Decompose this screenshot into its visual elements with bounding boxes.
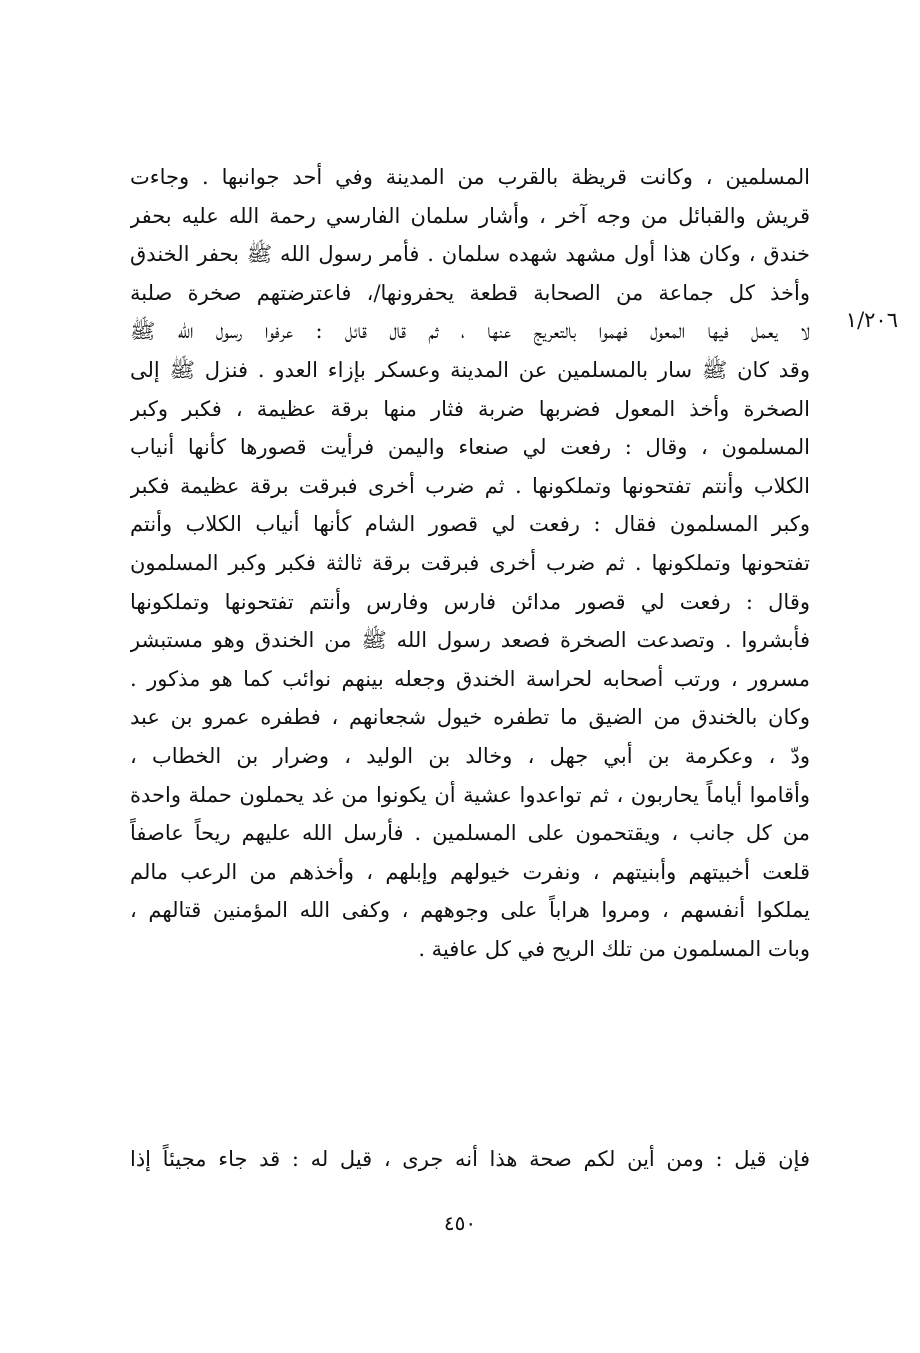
text-line: مسرور ، ورتب أصحابه لحراسة الخندق وجعله بينهم نوائب كما هو مذكور . [130,666,810,691]
text-line: وبات المسلمون من تلك الريح في كل عافية . [418,936,810,961]
text-line: من كل جانب ، ويقتحمون على المسلمين . فأرسل الله عليهم ريحاً عاصفاً [130,821,810,846]
text-line: قلعت أخبيتهم وأبنيتهم ، ونفرت خيولهم وإبلهم ، وأخذهم من الرعب مالم [130,859,810,884]
text-line: الكلاب وأنتم تفتحونها وتملكونها . ثم ضرب أخرى فبرقت برقة عظيمة فكبر [130,473,810,498]
text-line: تفتحونها وتملكونها . ثم ضرب أخرى فبرقت برقة ثالثة فكبر وكبر المسلمون [130,550,810,575]
folio-margin-note: ١/٢٠٦ [845,308,898,332]
text-line: وقال : رفعت لي قصور مدائن فارس وفارس وأنتم تفتحونها وتملكونها [130,589,810,614]
text-line: يملكوا أنفسهم ، ومروا هراباً على وجوههم ، وكفى الله المؤمنين قتالهم ، [130,898,810,923]
text-line: وأقاموا أياماً يحاربون ، ثم تواعدوا عشية أن يكونوا من غد يحملون حملة واحدة [130,782,810,807]
text-line: وقد كان ﷺ سار بالمسلمين عن المدينة وعسكر بإزاء العدو . فنزل ﷺ إلى [130,357,810,382]
text-line: وكبر المسلمون فقال : رفعت لي قصور الشام كأنها أنياب الكلاب وأنتم [130,512,810,537]
text-line: ودّ ، وعكرمة بن أبي جهل ، وخالد بن الوليد ، وضرار بن الخطاب ، [130,743,810,768]
text-line: المسلمين ، وكانت قريظة بالقرب من المدينة وفي أحد جوانبها . وجاءت [130,165,810,189]
text-line: فأبشروا . وتصدعت الصخرة فصعد رسول الله ﷺ من الخندق وهو مستبشر [130,628,810,653]
text-line: المسلمون ، وقال : رفعت لي صنعاء واليمن فرأيت قصورها كأنها أنياب [130,435,810,460]
second-paragraph [130,1140,810,1179]
text-line: الصخرة وأخذ المعول فضربها ضربة فثار منها برقة عظيمة ، فكبر وكبر [130,396,810,421]
text-line: فإن قيل : ومن أين لكم صحة هذا أنه جرى ، قيل له : قد جاء مجيئاً إذا [130,1147,810,1171]
main-paragraph [130,158,810,968]
text-line: وأخذ كل جماعة من الصحابة قطعة يحفرونها/، فاعترضتهم صخرة صلبة [130,280,810,305]
text-line: قريش والقبائل من وجه آخر ، وأشار سلمان الفارسي رحمة الله عليه بحفر [130,203,810,228]
text-line: لا يعمل فيها المعول فهموا بالتعريج عنها ، ثم قال قائل : عرفوا رسول الله ﷺ [130,319,810,344]
text-line: وكان بالخندق من الضيق ما تطفره خيول شجعانهم ، فطفره عمرو بن عبد [130,705,810,730]
text-line: خندق ، وكان هذا أول مشهد شهده سلمان . فأمر رسول الله ﷺ بحفر الخندق [130,242,810,267]
page-number: ٤٥٠ [443,1211,477,1235]
